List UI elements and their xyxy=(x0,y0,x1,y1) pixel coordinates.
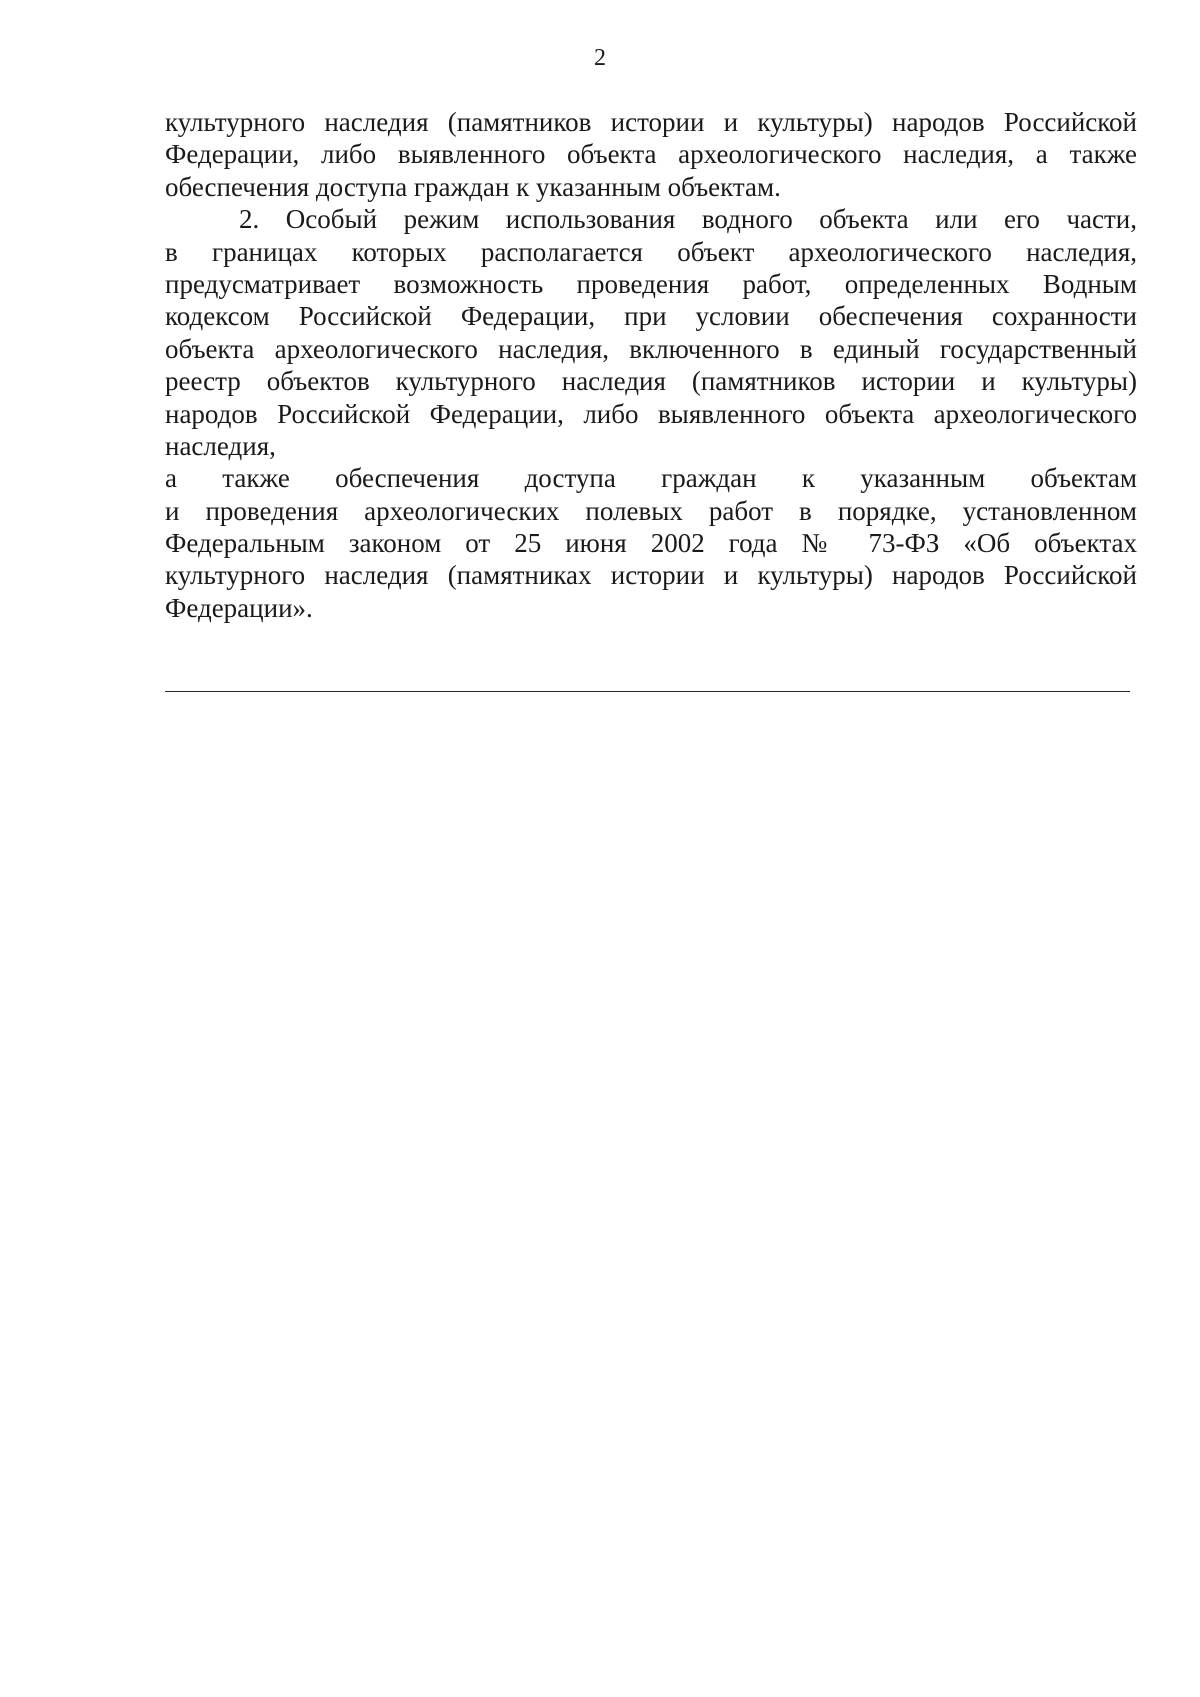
paragraph-start-line: 2. Особый режим использования водного объекта или его части, xyxy=(239,204,1137,235)
text-line: народов Российской Федерации, либо выявленного объекта археологического xyxy=(165,398,1137,429)
text-line: культурного наследия (памятников истории и культуры) народов Российской xyxy=(165,107,1137,137)
text-line: наследия, xyxy=(165,430,276,461)
text-line: в границах которых располагается объект археологического наследия, xyxy=(165,236,1137,267)
horizontal-rule xyxy=(165,691,1130,692)
text-line: культурного наследия (памятниках истории и культуры) народов Российской xyxy=(165,560,1137,591)
text-line: Федеральным законом от 25 июня 2002 года № 73-ФЗ «Об объектах xyxy=(165,528,1137,559)
text-line: Федерации, либо выявленного объекта археологического наследия, а также xyxy=(165,139,1137,170)
text-line: и проведения археологических полевых работ в порядке, установленном xyxy=(165,495,1137,526)
text-line: кодексом Российской Федерации, при условии обеспечения сохранности xyxy=(165,301,1137,332)
text-line: реестр объектов культурного наследия (памятников истории и культуры) xyxy=(165,366,1137,397)
body-text xyxy=(165,106,1137,624)
text-line: Федерации». xyxy=(165,592,313,623)
text-line: а также обеспечения доступа граждан к указанным объектам xyxy=(165,463,1137,494)
text-line: обеспечения доступа граждан к указанным объектам. xyxy=(165,171,781,202)
text-line: объекта археологического наследия, включенного в единый государственный xyxy=(165,333,1137,364)
page-number: 2 xyxy=(594,45,606,71)
text-line: предусматривает возможность проведения работ, определенных Водным xyxy=(165,268,1137,299)
